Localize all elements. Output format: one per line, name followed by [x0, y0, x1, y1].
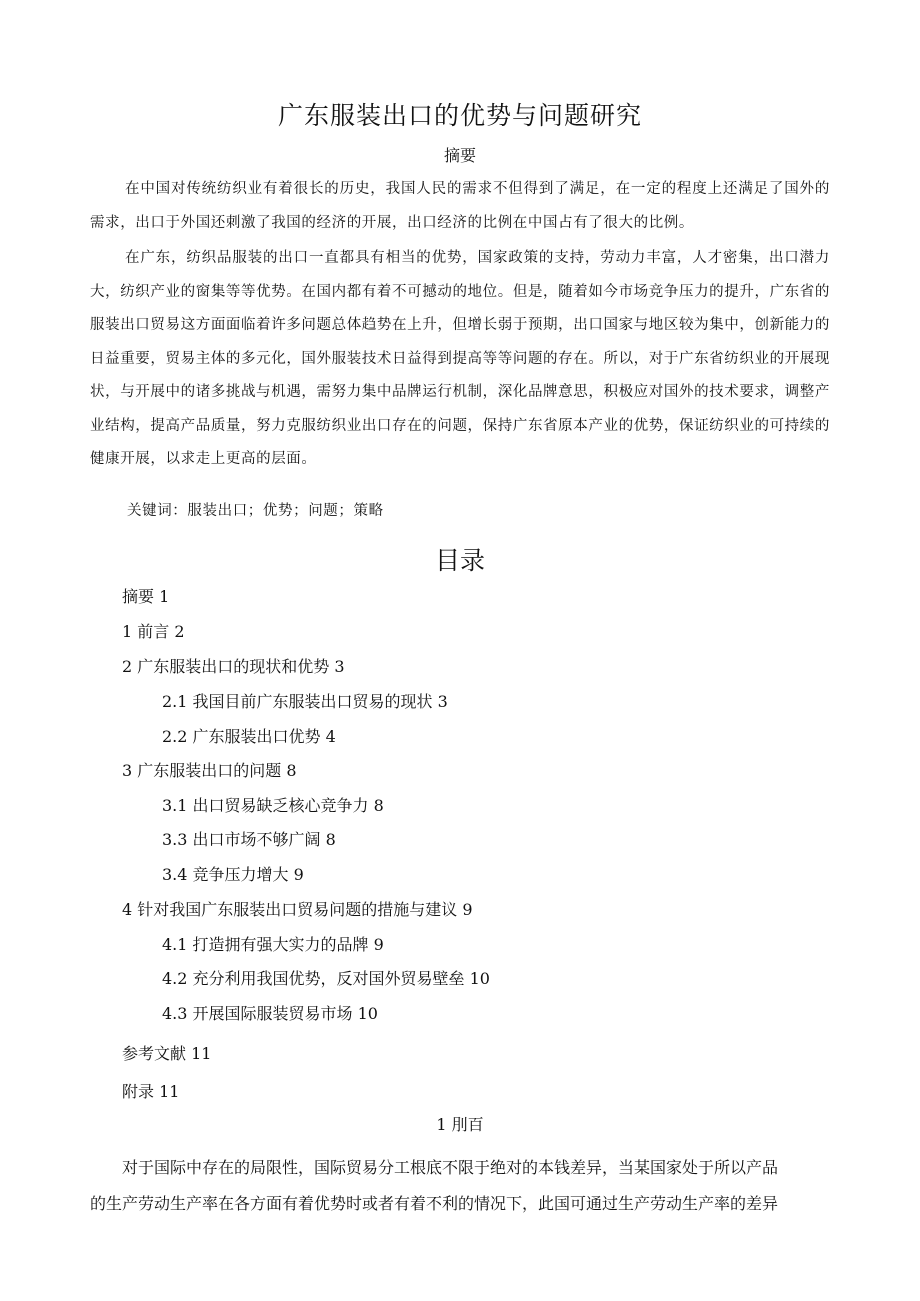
section-heading: 1 刖百: [436, 1115, 484, 1134]
toc-entry[interactable]: 4.1 打造拥有强大实力的品牌 9: [162, 935, 384, 954]
toc-entry[interactable]: 2.1 我国目前广东服装出口贸易的现状 3: [162, 692, 448, 711]
body-line: 对于国际中存在的局限性，国际贸易分工根底不限于绝对的本钱差异，当某国家处于所以产品: [122, 1158, 779, 1177]
toc-entry[interactable]: 4 针对我国广东服装出口贸易问题的措施与建议 9: [122, 900, 473, 919]
body-line: 的生产劳动生产率在各方面有着优势时或者有着不利的情况下，此国可通过生产劳动生产率的差异: [90, 1194, 779, 1213]
toc-entry[interactable]: 摘要 1: [122, 587, 170, 606]
toc-entry[interactable]: 1 前言 2: [122, 622, 185, 641]
toc-entry[interactable]: 附录 11: [122, 1082, 180, 1101]
abstract-paragraph: 在广东，纺织品服装的出口一直都具有相当的优势，国家政策的支持，劳动力丰富，人才密集，出口潜力大，纺织产业的窗集等等优势。在国内都有着不可撼动的地位。但是，随着如今市场竞争压力的提升，广东省的服装出口贸易这方面面临着许多问题总体趋势在上升，但增长弱于预期，出口国家与地区较为集中，创新能力的日益重要，贸易主体的多元化，国外服装技术日益得到提高等等问题的存在。所以，对于广东省纺织业的开展现状，与开展中的诸多挑战与机遇，需努力集中品牌运行机制，深化品牌意思，积极应对国外的技术要求，调整产业结构，提高产品质量，努力克服纺织业出口存在的问题，保持广东省原本产业的优势，保证纺织业的可持续的健康开展，以求走上更高的层面。: [90, 250, 830, 467]
toc-entry[interactable]: 3.4 竞争压力增大 9: [162, 865, 304, 884]
toc-entry[interactable]: 4.2 充分利用我国优势，反对国外贸易壁垒 10: [162, 969, 490, 988]
toc-entry[interactable]: 3.1 出口贸易缺乏核心竞争力 8: [162, 796, 384, 815]
toc-heading: 目录: [434, 546, 485, 575]
body-paragraph: [90, 1150, 830, 1222]
document-title: 广东服装出口的优势与问题研究: [277, 101, 642, 130]
toc-entry[interactable]: 3.3 出口市场不够广阔 8: [162, 830, 336, 849]
toc-entry[interactable]: 3 广东服装出口的问题 8: [122, 761, 297, 780]
toc-entry[interactable]: 2 广东服装出口的现状和优势 3: [122, 657, 345, 676]
toc-entry[interactable]: 2.2 广东服装出口优势 4: [162, 727, 336, 746]
toc-entry[interactable]: 参考文献 11: [122, 1044, 212, 1063]
abstract-heading: 摘要: [443, 146, 476, 165]
toc-entry[interactable]: 4.3 开展国际服装贸易市场 10: [162, 1004, 378, 1023]
keywords-line: 关键词：服装出口；优势；问题；策略: [127, 503, 384, 519]
abstract-paragraph: 在中国对传统纺织业有着很长的历史，我国人民的需求不但得到了满足，在一定的程度上还满足了国外的需求，出口于外国还刺激了我国的经济的开展，出口经济的比例在中国占有了很大的比例。: [90, 181, 830, 231]
